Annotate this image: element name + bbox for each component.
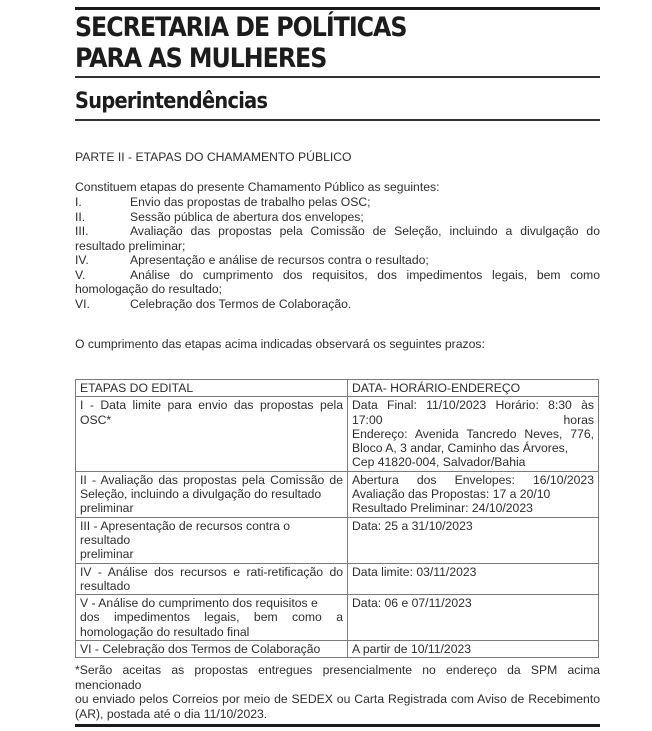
- stage-number: I.: [75, 195, 82, 209]
- stage-text: Avaliação das propostas pela Comissão de Seleção, incluindo a divulgação do: [130, 224, 600, 238]
- cell-line: Cep 41820-004, Salvador/Bahia: [352, 455, 526, 470]
- table-row: [76, 471, 599, 517]
- table-row: [76, 397, 599, 471]
- date-cell: [348, 471, 599, 517]
- stage-item: [75, 297, 600, 312]
- cell-line: I - Data limite para envio das propostas pela: [80, 398, 343, 413]
- stage-text-continued: resultado preliminar;: [75, 238, 186, 253]
- stage-number: VI.: [75, 296, 90, 311]
- stage-text: Análise do cumprimento dos requisitos, dos impedimentos legais, bem como: [130, 267, 600, 282]
- stage-item: [75, 195, 600, 210]
- document-page: [75, 0, 600, 731]
- stage-text-continued: homologação do resultado;: [75, 282, 223, 296]
- stage-number: II.: [75, 209, 86, 224]
- stage-text: Envio das propostas de trabalho pelas OSC;: [130, 195, 371, 209]
- stage-item: [75, 268, 600, 297]
- section-title: Superintendências: [75, 89, 268, 114]
- cell-line: Data: 06 e 07/11/2023: [352, 596, 472, 611]
- stage-text: Apresentação e análise de recursos contra o resultado;: [130, 253, 429, 267]
- stage-number: III.: [75, 224, 89, 238]
- cell-line: IV - Análise dos recursos e rati-retificação do: [80, 564, 343, 579]
- stage-item: [75, 224, 600, 253]
- cell-line: Data: 25 a 31/10/2023: [352, 518, 473, 533]
- page-title: [75, 12, 537, 74]
- date-cell: [348, 563, 599, 595]
- stage-cell: [76, 641, 348, 658]
- table-row: [76, 595, 599, 641]
- footnote: [75, 663, 600, 721]
- cell-line: V - Análise do cumprimento dos requisitos e: [80, 596, 318, 611]
- stage-cell: [76, 563, 348, 595]
- cell-line: II - Avaliação das propostas pela Comissão de: [80, 472, 343, 487]
- bottom-rule: [75, 724, 600, 727]
- date-cell: [348, 397, 599, 471]
- stage-number: V.: [75, 267, 86, 282]
- cell-line: Seleção, incluindo a divulgação do resultado: [80, 487, 322, 502]
- column-header-date: DATA- HORÁRIO-ENDEREÇO: [348, 380, 599, 397]
- table-row: [76, 563, 599, 595]
- cell-line: Data limite: 03/11/2023: [352, 564, 477, 579]
- cell-line: resultado: [80, 578, 131, 593]
- cell-line: III - Apresentação de recursos contra o resultado: [80, 518, 291, 547]
- stages-list: [75, 195, 600, 311]
- stage-cell: [76, 595, 348, 641]
- cell-line: VI - Celebração dos Termos de Colaboração: [80, 642, 321, 657]
- stage-cell: [76, 471, 348, 517]
- schedule-table: [75, 379, 599, 658]
- stage-cell: [76, 517, 348, 563]
- cell-line: 17:00 horas: [352, 412, 594, 427]
- table-header-row: [76, 380, 599, 397]
- intro-paragraph: Constituem etapas do presente Chamamento Público as seguintes:: [75, 180, 440, 194]
- stage-item: [75, 253, 600, 268]
- deadlines-intro: O cumprimento das etapas acima indicadas observará os seguintes prazos:: [75, 337, 485, 351]
- cell-line: preliminar: [80, 501, 134, 516]
- cell-line: preliminar: [80, 547, 134, 562]
- cell-line: Avaliação das Propostas: 17 a 20/10: [352, 487, 551, 502]
- section-rule: [75, 119, 600, 121]
- cell-line: Data Final: 11/10/2023 Horário: 8:30 às: [352, 398, 594, 413]
- table-row: [76, 517, 599, 563]
- title-rule: [75, 76, 600, 78]
- date-cell: [348, 641, 599, 658]
- table-row: [76, 641, 599, 658]
- stage-number: IV.: [75, 253, 89, 267]
- column-header-stages: ETAPAS DO EDITAL: [76, 380, 348, 397]
- cell-line: homologação do resultado final: [80, 624, 250, 639]
- cell-line: Endereço: Avenida Tancredo Neves, 776,: [352, 426, 594, 441]
- title-line-1: SECRETARIA DE POLÍTICAS: [75, 12, 407, 43]
- cell-line: Resultado Preliminar: 24/10/2023: [352, 501, 533, 516]
- stage-item: [75, 210, 600, 225]
- stage-text: Celebração dos Termos de Colaboração.: [130, 296, 352, 311]
- title-line-2: PARA AS MULHERES: [75, 43, 327, 74]
- cell-line: Abertura dos Envelopes: 16/10/2023: [352, 472, 594, 487]
- part-heading: PARTE II - ETAPAS DO CHAMAMENTO PÚBLICO: [75, 150, 352, 164]
- date-cell: [348, 517, 599, 563]
- cell-line: OSC*: [80, 412, 112, 427]
- footnote-line: (AR), postada até o dia 11/10/2023.: [75, 706, 268, 721]
- footnote-line: *Serão aceitas as propostas entregues presencialmente no endereço da SPM acima mencionado: [75, 663, 600, 692]
- top-rule: [75, 7, 600, 10]
- cell-line: dos impedimentos legais, bem como a: [80, 610, 343, 625]
- cell-line: A partir de 10/11/2023: [352, 642, 472, 657]
- stage-text: Sessão pública de abertura dos envelopes;: [130, 209, 364, 224]
- stage-cell: [76, 397, 348, 471]
- footnote-line: ou enviado pelos Correios por meio de SEDEX ou Carta Registrada com Aviso de Recebimento: [75, 692, 600, 706]
- cell-line: Bloco A, 3 andar, Caminho das Árvores,: [352, 441, 569, 456]
- date-cell: [348, 595, 599, 641]
